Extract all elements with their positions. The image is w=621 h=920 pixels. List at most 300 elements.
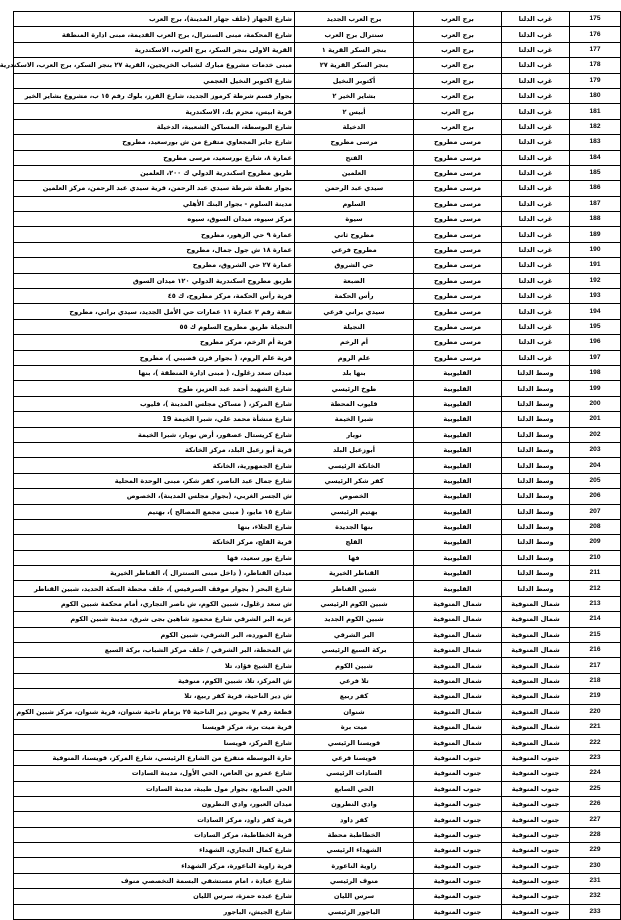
branch-name-cell: فها [295,550,414,565]
sector-cell: مرسى مطروح [414,196,502,211]
table-row [14,335,621,350]
table-row [14,381,621,396]
branch-name-cell: شبين القناطر [295,581,414,596]
address-cell: القرية الاولى بنجر السكر، برج العرب، الاسكندرية [14,42,295,57]
table-row [14,42,621,57]
row-number-cell: 198 [570,365,621,380]
branch-name-cell: طوخ الرئيسي [295,381,414,396]
row-number-cell: 216 [570,643,621,658]
branch-list-sheet [0,11,601,920]
address-cell: شارع كمال التجاري، الشهداء [14,843,295,858]
table-row [14,843,621,858]
region-cell: وسط الدلتا [502,489,570,504]
row-number-cell: 221 [570,719,621,734]
sector-cell: مرسى مطروح [414,181,502,196]
region-cell: وسط الدلتا [502,504,570,519]
row-number-cell: 177 [570,42,621,57]
table-row [14,365,621,380]
row-number-cell: 206 [570,489,621,504]
row-number-cell: 184 [570,150,621,165]
branch-name-cell: البر الشرقي [295,627,414,642]
branch-name-cell: الحي السابع [295,781,414,796]
row-number-cell: 186 [570,181,621,196]
row-number-cell: 218 [570,673,621,688]
region-cell: جنوب المنوفية [502,873,570,888]
address-cell: شارع الجلاء، بنها [14,519,295,534]
sector-cell: القليوبية [414,566,502,581]
table-row [14,412,621,427]
row-number-cell: 193 [570,289,621,304]
branch-name-cell: شبرا الخيمة [295,412,414,427]
region-cell: شمال المنوفية [502,596,570,611]
sector-cell: القليوبية [414,535,502,550]
table-row [14,242,621,257]
table-row [14,458,621,473]
table-row [14,535,621,550]
branch-name-cell: سيوة [295,212,414,227]
sector-cell: القليوبية [414,458,502,473]
sector-cell: جنوب المنوفية [414,873,502,888]
table-row [14,12,621,27]
sector-cell: مرسى مطروح [414,350,502,365]
address-cell: قرية كفر داود، مركز السادات [14,812,295,827]
region-cell: شمال المنوفية [502,612,570,627]
table-row [14,627,621,642]
address-cell: الحي السابع، بجوار مول طيبة، مدينة السادات [14,781,295,796]
sector-cell: جنوب المنوفية [414,750,502,765]
sector-cell: شمال المنوفية [414,612,502,627]
region-cell: وسط الدلتا [502,381,570,396]
table-row [14,596,621,611]
branch-name-cell: بهتيم الرئيسي [295,504,414,519]
branch-name-cell: الضبعة [295,273,414,288]
row-number-cell: 196 [570,335,621,350]
address-cell: شارع الجمهورية، الخانكة [14,458,295,473]
table-row [14,812,621,827]
sector-cell: جنوب المنوفية [414,858,502,873]
sector-cell: القليوبية [414,473,502,488]
region-cell: وسط الدلتا [502,566,570,581]
table-row [14,889,621,904]
region-cell: غرب الدلتا [502,73,570,88]
table-row [14,258,621,273]
address-cell: مبنى خدمات مشروع مبارك لشباب الخريجين، القرية ٢٧ بنجر السكر، برج العرب، الاسكندرية [14,58,295,73]
row-number-cell: 180 [570,88,621,103]
sector-cell: مرسى مطروح [414,273,502,288]
address-cell: شارع المركز، قويسنا [14,735,295,750]
sector-cell: شمال المنوفية [414,643,502,658]
region-cell: غرب الدلتا [502,135,570,150]
address-cell: عزبه البر الشرقي شارع محمود شاهين بجى شرق، مدينة شبين الكوم [14,612,295,627]
address-cell: شارع اكتوبر النخيل العجمي [14,73,295,88]
address-cell: قرية القلج، مركز الخانكة [14,535,295,550]
row-number-cell: 185 [570,165,621,180]
address-cell: عمارة ٢٧ حي الشروق، مطروح [14,258,295,273]
sector-cell: مرسى مطروح [414,135,502,150]
row-number-cell: 190 [570,242,621,257]
row-number-cell: 211 [570,566,621,581]
address-cell: النجيلة طريق مطروح السلوم ك ٥٥ [14,319,295,334]
address-cell: ش المحطة، البر الشرقي / خلف مركز الشباب، بركة السبع [14,643,295,658]
branch-table-body [0,12,621,920]
table-row [14,858,621,873]
branch-name-cell: السلوم [295,196,414,211]
region-cell: وسط الدلتا [502,458,570,473]
branch-name-cell: قويسنا فرعي [295,750,414,765]
sector-cell: برج العرب [414,88,502,103]
table-row [14,766,621,781]
sector-cell: جنوب المنوفية [414,843,502,858]
address-cell: شقة رقم ٢ عمارة ١١ عمارات حي الأمل الجديد، سيدي براني، مطروح [14,304,295,319]
region-cell: وسط الدلتا [502,535,570,550]
row-number-cell: 192 [570,273,621,288]
row-number-cell: 225 [570,781,621,796]
branch-name-cell: السادات الرئيسي [295,766,414,781]
address-cell: قرية أبو زعبل البلد، مركز الخانكة [14,442,295,457]
sector-cell: برج العرب [414,104,502,119]
branch-name-cell: بنها بلد [295,365,414,380]
region-cell: غرب الدلتا [502,227,570,242]
region-cell: غرب الدلتا [502,258,570,273]
region-cell: جنوب المنوفية [502,843,570,858]
table-row [14,796,621,811]
table-row [14,289,621,304]
sector-cell: القليوبية [414,519,502,534]
sector-cell: القليوبية [414,504,502,519]
sector-cell: برج العرب [414,12,502,27]
region-cell: غرب الدلتا [502,181,570,196]
region-cell: غرب الدلتا [502,335,570,350]
row-number-cell: 215 [570,627,621,642]
address-cell: عمارة ١٨ ش جول جمال، مطروح [14,242,295,257]
table-row [14,550,621,565]
branch-name-cell: بنجر السكر القرية ٢٧ [295,58,414,73]
address-cell: شارع المورده، البر الشرقي، شبين الكوم [14,627,295,642]
table-row [14,581,621,596]
table-row [14,427,621,442]
row-number-cell: 194 [570,304,621,319]
sector-cell: مرسى مطروح [414,242,502,257]
sector-cell: برج العرب [414,58,502,73]
address-cell: شارع المحكمة، مبنى السنترال، برج العرب القديمة، مبنى ادارة المنطقة [14,27,295,42]
address-cell: بجوار قسم شرطة كرموز الجديد، شارع الفرز، بلوك رقم ١٥ ب، مشروع بشاير الخير [14,88,295,103]
row-number-cell: 205 [570,473,621,488]
address-cell: طريق مطروح اسكندرية الدولي ك ٢٠٠، العلمين [14,165,295,180]
row-number-cell: 233 [570,904,621,919]
sector-cell: جنوب المنوفية [414,766,502,781]
region-cell: جنوب المنوفية [502,827,570,842]
region-cell: غرب الدلتا [502,165,570,180]
branch-name-cell: الفتح [295,150,414,165]
region-cell: شمال المنوفية [502,673,570,688]
row-number-cell: 207 [570,504,621,519]
region-cell: وسط الدلتا [502,581,570,596]
row-number-cell: 212 [570,581,621,596]
table-row [14,273,621,288]
row-number-cell: 230 [570,858,621,873]
address-cell: شارع عبده حمزة، سرس الليان [14,889,295,904]
table-row [14,119,621,134]
row-number-cell: 228 [570,827,621,842]
sector-cell: القليوبية [414,381,502,396]
region-cell: وسط الدلتا [502,519,570,534]
sector-cell: مرسى مطروح [414,165,502,180]
branch-name-cell: زاوية الناعورة [295,858,414,873]
row-number-cell: 183 [570,135,621,150]
region-cell: شمال المنوفية [502,735,570,750]
region-cell: غرب الدلتا [502,119,570,134]
sector-cell: القليوبية [414,550,502,565]
address-cell: شارع منشأة محمد علي، شبرا الخيمة 19 [14,412,295,427]
address-cell: قرية زاوية الناعورة، مركز الشهداء [14,858,295,873]
row-number-cell: 214 [570,612,621,627]
sector-cell: شمال المنوفية [414,596,502,611]
region-cell: غرب الدلتا [502,12,570,27]
table-row [14,212,621,227]
address-cell: بجوار نقطة شرطة سيدي عبد الرحمن، قرية سيدي عبد الرحمن، مركز العلمين [14,181,295,196]
table-row [14,781,621,796]
sector-cell: مرسى مطروح [414,150,502,165]
region-cell: وسط الدلتا [502,550,570,565]
sector-cell: القليوبية [414,396,502,411]
row-number-cell: 187 [570,196,621,211]
row-number-cell: 199 [570,381,621,396]
sector-cell: شمال المنوفية [414,689,502,704]
sector-cell: مرسى مطروح [414,319,502,334]
region-cell: غرب الدلتا [502,319,570,334]
sector-cell: القليوبية [414,412,502,427]
sector-cell: جنوب المنوفية [414,889,502,904]
branch-name-cell: كفر ربيع [295,689,414,704]
sector-cell: مرسى مطروح [414,289,502,304]
table-row [14,658,621,673]
region-cell: وسط الدلتا [502,427,570,442]
row-number-cell: 223 [570,750,621,765]
row-number-cell: 200 [570,396,621,411]
address-cell: شارع جمال عبد الناصر، كفر شكر، مبنى الوحدة المحلية [14,473,295,488]
row-number-cell: 232 [570,889,621,904]
branch-name-cell: نوبار [295,427,414,442]
region-cell: غرب الدلتا [502,88,570,103]
branch-name-cell: بنجر السكر القرية ١ [295,42,414,57]
row-number-cell: 204 [570,458,621,473]
table-row [14,489,621,504]
branch-name-cell: أبوزعبل البلد [295,442,414,457]
address-cell: قرية علم الروم، ( بجوار فرن قصيبي )، مطروح [14,350,295,365]
table-row [14,227,621,242]
address-cell: عمارة ٨، شارع بورسعيد، مرسى مطروح [14,150,295,165]
row-number-cell: 226 [570,796,621,811]
branch-name-cell: وادي النطرون [295,796,414,811]
table-row [14,735,621,750]
branch-name-cell: قليوب المحطة [295,396,414,411]
row-number-cell: 220 [570,704,621,719]
region-cell: جنوب المنوفية [502,904,570,919]
address-cell: ميدان العبور، وادي النطرون [14,796,295,811]
row-number-cell: 176 [570,27,621,42]
address-cell: ش سعد زغلول، شبين الكوم، ش ناصر التجاري، أمام محكمة شبين الكوم [14,596,295,611]
address-cell: مدينة السلوم - بجوار البنك الأهلي [14,196,295,211]
row-number-cell: 208 [570,519,621,534]
table-row [14,504,621,519]
address-cell: قرية رأس الحكمة، مركز مطروح، ك ٤٥ [14,289,295,304]
row-number-cell: 175 [570,12,621,27]
region-cell: جنوب المنوفية [502,889,570,904]
sector-cell: مرسى مطروح [414,227,502,242]
sector-cell: القليوبية [414,581,502,596]
address-cell: شارع كريستال عصفور، أرض نوبار، شبرا الخيمة [14,427,295,442]
sector-cell: جنوب المنوفية [414,781,502,796]
table-row [14,612,621,627]
branch-name-cell: أبيس ٢ [295,104,414,119]
region-cell: غرب الدلتا [502,27,570,42]
region-cell: جنوب المنوفية [502,781,570,796]
sector-cell: مرسى مطروح [414,212,502,227]
table-row [14,396,621,411]
row-number-cell: 213 [570,596,621,611]
sector-cell: برج العرب [414,119,502,134]
branch-name-cell: سيدي عبد الرحمن [295,181,414,196]
branch-name-cell: تلا فرعي [295,673,414,688]
sector-cell: القليوبية [414,427,502,442]
branch-name-cell: الدخيلة [295,119,414,134]
table-row [14,689,621,704]
sector-cell: برج العرب [414,73,502,88]
table-row [14,27,621,42]
table-row [14,304,621,319]
branch-name-cell: القلج [295,535,414,550]
address-cell: حارة البوسطه متفرع من الشارع الرئيسي، شارع المركز، قويسنا، المنوفية [14,750,295,765]
region-cell: غرب الدلتا [502,289,570,304]
row-number-cell: 197 [570,350,621,365]
row-number-cell: 178 [570,58,621,73]
sector-cell: مرسى مطروح [414,304,502,319]
address-cell: قطعة رقم ٧ بحوض دير الناحية ٢٥ بزمام ناحية شنوان، قرية شنوان، مركز شبين الكوم [14,704,295,719]
region-cell: غرب الدلتا [502,58,570,73]
address-cell: شارع البحر ( بجوار موقف السرفيس )، خلف محطة السكة الحديد، شبين القناطر [14,581,295,596]
branch-name-cell: ميت برة [295,719,414,734]
branch-table [0,11,621,920]
sector-cell: برج العرب [414,42,502,57]
sector-cell: شمال المنوفية [414,704,502,719]
address-cell: طريق مطروح اسكندرية الدولي ١٢٠ ميدان السوق [14,273,295,288]
row-number-cell: 203 [570,442,621,457]
address-cell: مركز سيوه، ميدان السوق، سيوه [14,212,295,227]
sector-cell: القليوبية [414,489,502,504]
table-row [14,673,621,688]
table-row [14,181,621,196]
branch-name-cell: القناطر الخيرية [295,566,414,581]
row-number-cell: 210 [570,550,621,565]
table-row [14,88,621,103]
branch-name-cell: منوف الرئيسي [295,873,414,888]
table-row [14,566,621,581]
address-cell: ش المركز، تلا، شبين الكوم، منوفية [14,673,295,688]
region-cell: شمال المنوفية [502,658,570,673]
address-cell: ش دير الناحية، قرية كفر ربيع، تلا [14,689,295,704]
region-cell: شمال المنوفية [502,689,570,704]
table-row [14,135,621,150]
address-cell: شارع عمرو بن العاص، الحي الأول، مدينة السادات [14,766,295,781]
branch-name-cell: كفر شكر الرئيسي [295,473,414,488]
row-number-cell: 229 [570,843,621,858]
branch-name-cell: بنها الجديدة [295,519,414,534]
table-row [14,643,621,658]
sector-cell: جنوب المنوفية [414,796,502,811]
branch-name-cell: مرسى مطروح [295,135,414,150]
row-number-cell: 201 [570,412,621,427]
branch-name-cell: أم الرخم [295,335,414,350]
branch-name-cell: شبين الكوم [295,658,414,673]
address-cell: شارع البوسطة، المساكن الشعبية، الدخيلة [14,119,295,134]
table-row [14,165,621,180]
region-cell: جنوب المنوفية [502,812,570,827]
region-cell: جنوب المنوفية [502,858,570,873]
branch-name-cell: شنوان [295,704,414,719]
branch-name-cell: مطروح فرعي [295,242,414,257]
sector-cell: شمال المنوفية [414,627,502,642]
region-cell: غرب الدلتا [502,273,570,288]
sector-cell: برج العرب [414,27,502,42]
row-number-cell: 189 [570,227,621,242]
table-row [14,904,621,919]
sector-cell: مرسى مطروح [414,335,502,350]
branch-name-cell: قويسنا الرئيسي [295,735,414,750]
sector-cell: مرسى مطروح [414,258,502,273]
table-row [14,196,621,211]
region-cell: وسط الدلتا [502,442,570,457]
address-cell: شارع بور سعيد، فها [14,550,295,565]
sector-cell: شمال المنوفية [414,658,502,673]
region-cell: وسط الدلتا [502,396,570,411]
address-cell: ميدان سعد زغلول، ( مبنى ادارة المنطقة )، بنها [14,365,295,380]
branch-name-cell: سنترال برج العرب [295,27,414,42]
row-number-cell: 182 [570,119,621,134]
address-cell: شارع ١٥ مايو، ( مبنى مجمع المصالح )، بهتيم [14,504,295,519]
address-cell: شارع جابر المجعاوي متفرع من ش بورسعيد، مطروح [14,135,295,150]
table-row [14,750,621,765]
region-cell: وسط الدلتا [502,365,570,380]
branch-name-cell: بشاير الخير ٢ [295,88,414,103]
table-row [14,104,621,119]
row-number-cell: 181 [570,104,621,119]
branch-name-cell: النجيلة [295,319,414,334]
branch-name-cell: العلمين [295,165,414,180]
row-number-cell: 227 [570,812,621,827]
address-cell: شارع الشهيد أحمد عبد العزيز، طوخ [14,381,295,396]
branch-name-cell: مطروح ثاني [295,227,414,242]
table-row [14,319,621,334]
region-cell: جنوب المنوفية [502,796,570,811]
sector-cell: شمال المنوفية [414,735,502,750]
table-row [14,719,621,734]
region-cell: شمال المنوفية [502,643,570,658]
region-cell: غرب الدلتا [502,350,570,365]
region-cell: وسط الدلتا [502,412,570,427]
address-cell: شارع المركز، ( مساكن مجلس المدينة )، قليوب [14,396,295,411]
address-cell: ش الجسر الغربي، (بجوار مجلس المدينة)، الخصوص [14,489,295,504]
row-number-cell: 202 [570,427,621,442]
region-cell: جنوب المنوفية [502,750,570,765]
branch-name-cell: رأس الحكمة [295,289,414,304]
branch-name-cell: حي الشروق [295,258,414,273]
table-row [14,873,621,888]
table-row [14,73,621,88]
address-cell: قرية ابيس، محرم بك، الاسكندرية [14,104,295,119]
sector-cell: جنوب المنوفية [414,827,502,842]
row-number-cell: 209 [570,535,621,550]
branch-name-cell: كفر داود [295,812,414,827]
